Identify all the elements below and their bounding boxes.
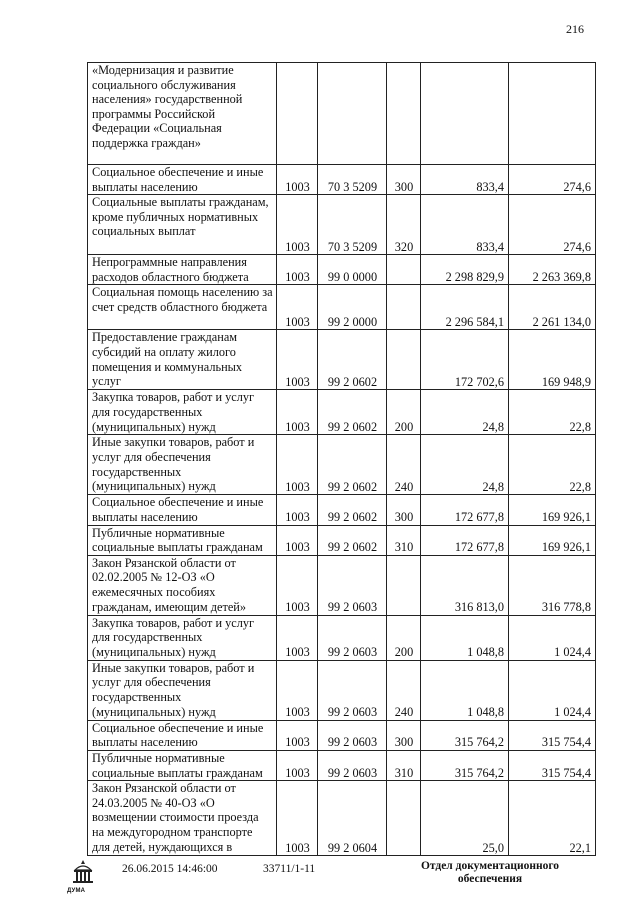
row-expense-type — [387, 781, 421, 856]
row-amount-year1: 24,8 — [421, 435, 509, 495]
row-article: 99 2 0603 — [318, 750, 387, 780]
page-footer — [0, 858, 640, 898]
row-amount-year1: 2 298 829,9 — [421, 255, 509, 285]
row-amount-year1: 172 702,6 — [421, 330, 509, 390]
row-amount-year1: 172 677,8 — [421, 525, 509, 555]
row-expense-type: 300 — [387, 165, 421, 195]
row-expense-type: 200 — [387, 390, 421, 435]
row-name: Социальное обеспечение и иные выплаты населению — [88, 720, 277, 750]
emblem-label: ДУМА — [67, 888, 86, 894]
row-amount-year1: 1 048,8 — [421, 660, 509, 720]
table-row — [88, 555, 596, 615]
page-number: 216 — [566, 22, 584, 36]
row-amount-year1: 315 764,2 — [421, 750, 509, 780]
row-section: 1003 — [277, 660, 318, 720]
row-amount-year1: 2 296 584,1 — [421, 285, 509, 330]
row-article: 99 2 0602 — [318, 390, 387, 435]
row-amount-year2: 2 261 134,0 — [509, 285, 596, 330]
row-section: 1003 — [277, 330, 318, 390]
row-article: 99 2 0603 — [318, 555, 387, 615]
table-row — [88, 195, 596, 255]
row-name: Публичные нормативные социальные выплаты гражданам — [88, 525, 277, 555]
row-article: 99 2 0602 — [318, 330, 387, 390]
table-row — [88, 781, 596, 856]
table-row — [88, 285, 596, 330]
row-name: Предоставление гражданам субсидий на оплату жилого помещения и коммунальных услуг — [88, 330, 277, 390]
row-amount-year2: 1 024,4 — [509, 615, 596, 660]
table-row — [88, 525, 596, 555]
row-name: Иные закупки товаров, работ и услуг для обеспечения государственных (муниципальных) нужд — [88, 660, 277, 720]
row-name: Непрограммные направления расходов областного бюджета — [88, 255, 277, 285]
row-article: 99 0 0000 — [318, 255, 387, 285]
row-section: 1003 — [277, 435, 318, 495]
row-amount-year1: 315 764,2 — [421, 720, 509, 750]
row-amount-year1: 24,8 — [421, 390, 509, 435]
row-section: 1003 — [277, 495, 318, 525]
row-amount-year2: 22,8 — [509, 435, 596, 495]
row-expense-type: 240 — [387, 435, 421, 495]
row-expense-type: 300 — [387, 495, 421, 525]
row-name: Закупка товаров, работ и услуг для государственных (муниципальных) нужд — [88, 615, 277, 660]
row-section: 1003 — [277, 525, 318, 555]
row-article — [318, 63, 387, 165]
row-section: 1003 — [277, 615, 318, 660]
row-article: 99 2 0602 — [318, 525, 387, 555]
row-section: 1003 — [277, 165, 318, 195]
row-amount-year2 — [509, 63, 596, 165]
row-expense-type — [387, 255, 421, 285]
row-amount-year1 — [421, 63, 509, 165]
table-row — [88, 435, 596, 495]
row-amount-year1: 1 048,8 — [421, 615, 509, 660]
row-expense-type: 200 — [387, 615, 421, 660]
row-amount-year2: 22,8 — [509, 390, 596, 435]
row-amount-year2: 1 024,4 — [509, 660, 596, 720]
row-amount-year2: 315 754,4 — [509, 720, 596, 750]
row-section: 1003 — [277, 255, 318, 285]
row-article: 99 2 0603 — [318, 660, 387, 720]
row-section — [277, 63, 318, 165]
table-row — [88, 255, 596, 285]
row-expense-type: 240 — [387, 660, 421, 720]
row-section: 1003 — [277, 390, 318, 435]
table-row — [88, 330, 596, 390]
row-name: Публичные нормативные социальные выплаты гражданам — [88, 750, 277, 780]
row-section: 1003 — [277, 750, 318, 780]
row-article: 99 2 0602 — [318, 495, 387, 525]
row-name: Социальные выплаты гражданам, кроме публичных нормативных социальных выплат — [88, 195, 277, 255]
row-article: 99 2 0604 — [318, 781, 387, 856]
row-expense-type — [387, 285, 421, 330]
row-expense-type — [387, 555, 421, 615]
table-row — [88, 495, 596, 525]
row-amount-year2: 169 926,1 — [509, 495, 596, 525]
row-expense-type: 320 — [387, 195, 421, 255]
row-article: 70 3 5209 — [318, 165, 387, 195]
row-expense-type: 300 — [387, 720, 421, 750]
table-row — [88, 660, 596, 720]
row-name: Социальное обеспечение и иные выплаты населению — [88, 495, 277, 525]
row-expense-type: 310 — [387, 525, 421, 555]
row-section: 1003 — [277, 285, 318, 330]
row-name: Закон Рязанской области от 02.02.2005 № 12-ОЗ «О ежемесячных пособиях гражданам, имеющим детей» — [88, 555, 277, 615]
table-row — [88, 165, 596, 195]
row-amount-year2: 169 948,9 — [509, 330, 596, 390]
row-name: Социальное обеспечение и иные выплаты населению — [88, 165, 277, 195]
row-section: 1003 — [277, 781, 318, 856]
row-amount-year2: 2 263 369,8 — [509, 255, 596, 285]
row-name: Иные закупки товаров, работ и услуг для обеспечения государственных (муниципальных) нужд — [88, 435, 277, 495]
row-amount-year2: 169 926,1 — [509, 525, 596, 555]
table-row — [88, 63, 596, 165]
budget-table — [87, 62, 596, 856]
row-section: 1003 — [277, 720, 318, 750]
row-amount-year1: 316 813,0 — [421, 555, 509, 615]
row-amount-year2: 316 778,8 — [509, 555, 596, 615]
row-article: 99 2 0000 — [318, 285, 387, 330]
footer-doc-number: 33711/1-11 — [263, 863, 316, 875]
row-expense-type: 310 — [387, 750, 421, 780]
table-row — [88, 720, 596, 750]
row-expense-type — [387, 63, 421, 165]
row-amount-year2: 274,6 — [509, 165, 596, 195]
row-expense-type — [387, 330, 421, 390]
row-name: Закон Рязанской области от 24.03.2005 № 40-ОЗ «О возмещении стоимости проезда на междугородном транспорте для детей, нуждающихся в — [88, 781, 277, 856]
row-name: Закупка товаров, работ и услуг для государственных (муниципальных) нужд — [88, 390, 277, 435]
row-amount-year1: 25,0 — [421, 781, 509, 856]
row-article: 70 3 5209 — [318, 195, 387, 255]
footer-department: Отдел документационного обеспечения — [420, 860, 560, 885]
row-amount-year2: 274,6 — [509, 195, 596, 255]
footer-date: 26.06.2015 14:46:00 — [122, 863, 218, 875]
row-article: 99 2 0603 — [318, 615, 387, 660]
row-amount-year1: 833,4 — [421, 195, 509, 255]
row-amount-year2: 315 754,4 — [509, 750, 596, 780]
row-section: 1003 — [277, 555, 318, 615]
row-amount-year2: 22,1 — [509, 781, 596, 856]
row-name: «Модернизация и развитие социального обслуживания населения» государственной программы Российской Федерации «Социальная поддержка граждан» — [88, 63, 277, 165]
duma-emblem-icon — [70, 858, 96, 890]
row-article: 99 2 0603 — [318, 720, 387, 750]
table-row — [88, 390, 596, 435]
row-section: 1003 — [277, 195, 318, 255]
table-row — [88, 615, 596, 660]
table-row — [88, 750, 596, 780]
row-article: 99 2 0602 — [318, 435, 387, 495]
row-name: Социальная помощь населению за счет средств областного бюджета — [88, 285, 277, 330]
row-amount-year1: 833,4 — [421, 165, 509, 195]
row-amount-year1: 172 677,8 — [421, 495, 509, 525]
